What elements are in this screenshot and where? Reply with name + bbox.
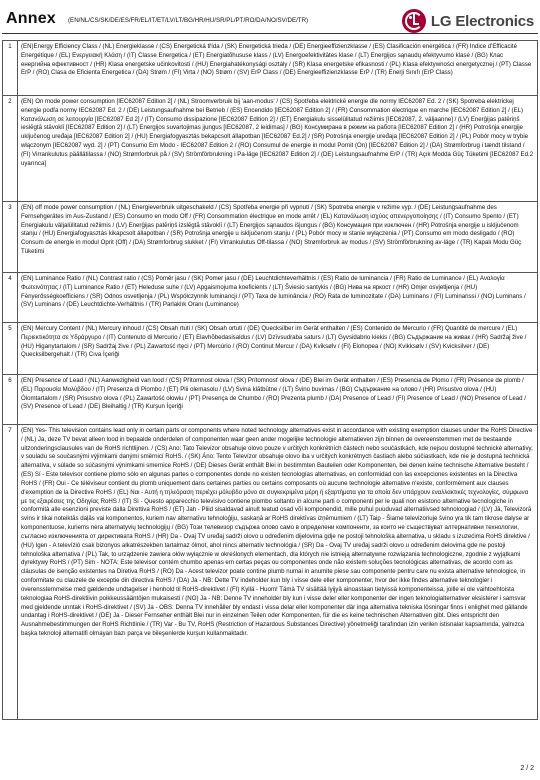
row-number: 3 <box>3 202 18 273</box>
page-header <box>4 6 536 40</box>
lg-logo-text: LG Electronics <box>430 12 534 30</box>
table-row <box>3 41 538 96</box>
row-text: (EN) off mode power consumption / (NL) Energieverbruik uitgeschakeld / (CS) Spotřeba energie při vypnutí / (SK) Spotreba energie v režime vyp. / (DE) Leistungsaufnahme des Fernsehgerätes im Aus-Zustand / (ES) Consumo en modo Off / (FR) Consommation électrique en mode arrêt / (EL) Κατανάλωση ισχύος απενεργοποίησης / (IT) Consumo Spento / (ET) Energiakulu väljalülitatud režiimis / (LV) Enerģijas patēriņš izslēgtā stāvoklī / (LT) Energijos sąnaudos išjungus / (BG) Консумация при изключен / (HR) Potrošnja energije u isključenom stanju / (HU) Energiafogyasztás kikapcsolt állapotban / (SR) Potrošnja energije u isključenom stanju / (PL) Pobór mocy w stanie wyłączenia / (PT) Consumo em modo desligado / (RO) Consum de energie in modul Oprit (Off) / (DA) Strømforbrug slukket / (FI) Virrankulutus Off-tilassa / (NO) Strømforbruk av modus / (SV) Strömförbrukning av-läge / (TR) Kapalı Modu Güç Tüketimi <box>18 202 538 273</box>
language-list: (EN/NL/CS/SK/DE/ES/FR/EL/IT/ET/LV/LT/BG/HR/HU/SR/PL/PT/RO/DA/NO/SV/DE/TR) <box>68 17 309 24</box>
row-text: (EN) On mode power consumption [IEC62087 Edition 2] / (NL) Stroomverbruik bij 'aan-modus' / (CS) Spotřeba elektrické energie dle normy IEC62087 Ed. 2 / (SK) Spotreba elektrickej energie podľa normy IEC62087 Ed. 2 / (DE) Leistungsaufnahme bei Betrieb / (ES) Encendido [IEC62087 Edition 2] / (FR) Consommation électrique en marche [IEC62087 Edition 2] / (EL) Κατανάλωση σε λειτουργία [IEC62087 Ed 2] / (IT) Consumo dissipazione [IEC62087 Edition 2] / (ET) Energiakulu sisselülitatud režiimis [IEC62087, 2. väljaanne] / (LV) Enerģijas patēriņš ieslēgtā stāvoklī [IEC62087 Edition 2] / (LT) Energijos suvartojimas įjungus [IEC62087, 2 leidimas] / (BG) Консумирана в режим на работа [IEC62087 Edition 2] / (HR) Potrošnja energije uključenog uređaja [IEC62087 Edition 2] / (HU) Energiafogyasztás bekapcsolt állapotban [IEC62087 Ed.2] / (SR) Potrošnja energije uređaja [IEC62087 Edition 2] / (PL) Pobór mocy w trybie włączonym [IEC62087 wyd. 2] / (PT) Consumo Em Modo - IEC62087 Edition 2 / (RO) Consumul de energie in modul Pornit (On) [IEC62087 Edition 2] / (DA) Strømforbrug i tændt tilstand / (FI) Virrankulutus päällätilassa / (NO) Strømforbruk på / (SV) Strömförbrukning i Pa-läge [IEC62087 Edition 2] / (DE) Leistungsaufnahme ErP / (TR) Açık Modda Güç Tüketimi [IEC62087 Ed.2 uyarınca] <box>18 96 538 202</box>
table-row <box>3 96 538 202</box>
annex-table <box>2 40 538 720</box>
row-number: 2 <box>3 96 18 202</box>
row-text: (EN)Energy Efficiency Class / (NL) Energieklasse / (CS) Energetická třída / (SK) Energetická trieda / (DE) Energieeffizienzklasse / (ES) Clasificación energética / (FR) Indice d'Efficacité Energétique / (EL) Ενεργειακή Κλάση / (IT) Classe Energetica / (ET) Energiatõhususe klass / (LV) Energoefektivitātes klase / (LT) Energijos sąnaudų efektyvumo klasė / (BG) Клас енергийна ефективност / (HR) Klasa energetske učinkovitosti / (HU) Energiahatékonysági osztály / (SR) Klasa energetske efikasnosti / (PL) Klasa efektywności energetycznej / (PT) Classe ErP / (RO) Clasa de Eficienta Energetica / (DA) Strøm / (FI) Virta / (NO) Strøm / (SV) ErP Class / (DE) Energieeffizienzklasse ErP / (TR) Enerji Sınıfı (ErP Class) <box>18 41 538 96</box>
row-text: (EN) Luminance Ratio / (NL) Contrast ratio / (CS) Poměr jasu / (SK) Pomer jasu / (DE) Leuchtdichteverhältnis / (ES) Ratio de luminancia / (FR) Ratio de Luminance / (EL) Αναλογία Φωτεινότητας / (IT) Luminance Ratio / (ET) Heleduse suhe / (LV) Apgaismojuma koeficients / (LT) Šviesio santykis / (BG) Нива на яркост / (HR) Omjer osvjetljenja / (HU) Fényerősségkoefficiens / (SR) Odnos osvetljenja / (PL) Współczynnik luminancji / (PT) Taxa de luminância / (RO) Rata de luminozitate / (DA) Luminans / (FI) Luminanssi / (NO) Luminans / (SV) Luminans / (DE) Leuchtdichte-Verhältnis / (TR) Parlaklık Oranı (Luminance) <box>18 273 538 323</box>
table-row <box>3 202 538 273</box>
row-number: 7 <box>3 425 18 720</box>
table-row <box>3 375 538 425</box>
row-text: (EN) Mercury Content / (NL) Mercury inhoud / (CS) Obsah rtuti / (SK) Obsah ortuti / (DE) Quecksilber im Gerät enthalten / (ES) Contenido de Mercurio / (FR) Quantité de mercure / (EL) Περιεκτικότητα σε Υδράργυρο / (IT) Contenuto di Mercurio / (ET) Elavhõbedasisaldus / (LV) Dzīvsudraba saturs / (LT) Gyvsidabrio kiekis / (BG) Съдържание на живак / (HR) Sadržaj žive / (HU) Higanytartalom / (SR) Sadržaj žive / (PL) Zawartość rtęci / (PT) Mercúrio / (RO) Continut Mercur / (DA) Kviksølv / (FI) Elohopea / (NO) Kvikksølv / (SV) Kvicksilver / (DE) Quecksilbergehalt / (TR) Cıva İçeriği <box>18 323 538 375</box>
lg-logo-icon <box>402 9 426 33</box>
row-text: (EN) Presence of Lead / (NL) Aanwezigheid van lood / (CS) Přítomnost olova / (SK) Prítomnosť olova / (DE) Blei im Gerät enthalten / (ES) Presencia de Plomo / (FR) Présence de plomb / (EL) Παρουσία Μολύβδου / (IT) Presenza di Piombo / (ET) Plii olemasolu / (LV) Svina klātbūtne / (LT) Švino buvimas / (BG) Съдържание на олово / (HR) Prisustvo olova / (HU) Ólomtartalom / (SR) Prisustvo olova / (PL) Zawartość ołowiu / (PT) Presença de Chumbo / (RO) Prezenta plumb / (DA) Presence of Lead / (FI) Presence of Lead / (NO) Presence of Lead / (SV) Presence of Lead / (DE) Bleihaltig / (TR) Kurşun İçeriği <box>18 375 538 425</box>
header-divider <box>2 33 538 34</box>
row-text: (EN) Yes- This television contains lead only in certain parts or components where noted technology alternatives exist in accordance with existing exemption clauses under the RoHS Directive / (NL) Ja, deze TV bevat alleen lood in bepaalde onderdelen of componenten waar geen ander mogelijke technologie alternatieven zijn binnen de overeenstemmen met de bestaande uitzonderingsclausules van de RoHS richtlijnen. / (CS) Ano: Tato Televizor obsahuje olovo pouze v určitých konkrétních částech nebo součástkách, kde nejsou dostupné technické alternativy, v souladu se současnými výjimkami danými směrnicí RoHS. / (SK) Áno: Tento Televízor obsahuje olovo iba v určitých konkrétnych častiach alebo súčiastkach, kde nie je dostupná technická alternatíva, v súlade so súčasnými výnimkami smernice RoHS / (DE) Dieses Gerät enthält Blei in bestimmten Bauteilen oder Komponenten, bei denen keine technische Alternative besteht / (ES) Sí - Este televisor contiene plomo sólo en algunas partes o componentes donde no existen tecnologías alternativas, en conformidad con las excepciones existentes en la Directiva RoHS / (FR) Oui - Ce téléviseur contient du plomb uniquement dans certaines parties ou certains composants où aucune technologie alternative n'existe, conformément aux clauses d'exemption de la Directive RoHS / (EL) Ναι - Αυτή η τηλεόραση περιέχει μόλυβδο μόνο σε συγκεκριμένα μέρη ή εξαρτήματα για τα οποία δεν υπάρχουν εναλλακτικές τεχνολογίες, σύμφωνα με τις εξαιρέσεις της Οδηγίας RoHS / (IT) Sì - Questo apparecchio televisivo contiene piombo soltanto in alcune parti o componenti per le quali non esistono alternative tecnologiche in conformità alle esenzioni previste dalla Direttiva RoHS / (ET) Jah - Pliid sisaldavad ainult teatud osad või komponendid, mille puhul puuduvad alternatiivsed tehnoloogiad / (LV) Jā, Televizorā svins ir tikai noteiktās daļās vai komponentos, kuriem nav alternatīvu tehnoloģiju, saskaņā ar RoHS direktīvas izņēmumiem / (LT) Taip - Šiame televizoriuje švino yra tik tam tikrose dalyse ar komponentuose, kuriems nėra alternatyvių technologijų / (BG) Този телевизор съдържа олово само в определени компоненти, за които не съществуват алтернативни технологии, съгласно изключенията от директивата RoHS / (HR) Da - Ovaj TV uređaj sadrži olovo u određenim dijelovima gdje ne postoji tehnološka alternativa, u skladu s izuzećima RoHS direktive / (HU) Igen - A televízió csak bizonyos alkatrészekben tartalmaz ólmot, ahol nincs alternatív technológia / (SR) Da - Ovaj TV uređaj sadrži olovo u određenim delovima gde ne postoji tehnološka alternativa / (PL) Tak, to urządzenie zawiera ołów wyłącznie w określonych elementach, dla których nie istnieją alternatywne rozwiązania technologiczne, zgodnie z wyjątkami dyrektywy RoHS / (PT) Sim - NOTA: Este televisor contém chumbo apenas em certas peças ou componentes onde não existem soluções tecnológicas alternativas, de acordo com as cláusulas de isenção existentes na Diretiva RoHS / (RO) Da - Acest televizor poate contine plumb numai in anumite piese sau componente pentru care nu exista alternative tehnologice, in conformitate cu clauzele de exceptie din directiva RoHS / (DA) Ja - NB: Dette TV indeholder kun bly i visse dele eller komponenter, hvor der ikke findes alternative teknologier i overensstemmelse med gældende undtagelser i henhold til RoHS-direktivet / (FI) Kyllä - Huom! Tämä TV sisältää lyijyä ainoastaan tietyissä komponenteissa, joille ei ole vaihtoehtoista teknologiaa RoHS-direktiivin poikkeussääntöjen mukaisesti / (NO) Ja - NB: Denne TV inneholder bly kun i visse deler eller komponenter der ingen teknologialternativer eksisterer i samsvar med gjeldende unntak i RoHS-direktivet / (SV) Ja - OBS: Denna TV innehåller bly endast i vissa delar eller komponenter där inga alternativa tekniska lösningar finns i enlighet med gällande undantag i RoHS-direktivet / (DE) Ja - Dieser Fernseher enthält Blei nur in einzelnen Teilen oder Komponenten, für die es keine technischen Alternativen gibt. Dies entspricht den Ausnahmebestimmungen der RoHS Richtlinie / (TR) Var - Bu TV, RoHS (Restriction of Hazardous Substances Directive) yönetmeliği tarafından izin verilen istisnalar kapsamında, yalnızca başka teknoloji alternatifi olmayan bazı parça ve bileşenlerde kurşun kullanmaktadır. <box>18 425 538 720</box>
page-number: 2 / 2 <box>520 765 534 772</box>
row-number: 1 <box>3 41 18 96</box>
table-row <box>3 273 538 323</box>
table-row <box>3 425 538 720</box>
table-row <box>3 323 538 375</box>
page-title: Annex <box>6 10 56 27</box>
row-number: 6 <box>3 375 18 425</box>
lg-logo <box>402 8 534 34</box>
row-number: 5 <box>3 323 18 375</box>
row-number: 4 <box>3 273 18 323</box>
